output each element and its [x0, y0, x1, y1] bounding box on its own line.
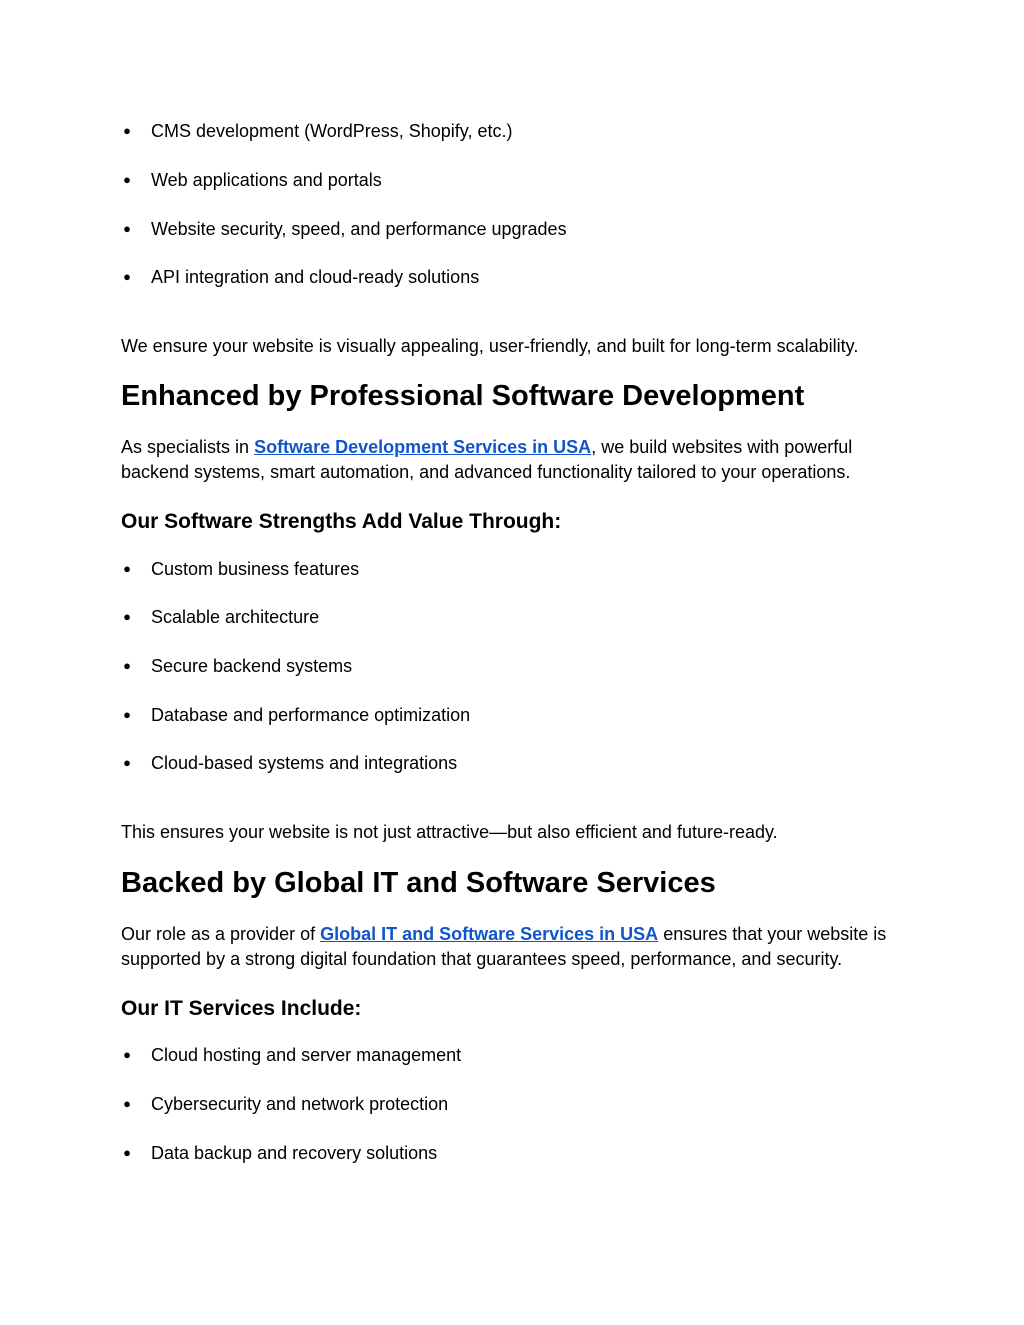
list-item	[123, 218, 567, 240]
intro-text: Our role as a provider of	[121, 924, 321, 944]
intro-text: ensures that your website is supported by a strong digital foundation that guarantees speed, performance, and security.	[121, 924, 887, 969]
list-item-text: Cybersecurity and network protection	[151, 1094, 449, 1114]
list-item-text: Cloud hosting and server management	[151, 1045, 462, 1065]
section-subheading: Our IT Services Include:	[121, 997, 362, 1020]
bullet-icon: ●	[123, 123, 131, 138]
list-item	[123, 120, 513, 142]
list-item	[123, 655, 353, 677]
list-item	[123, 1093, 449, 1115]
paragraph: We ensure your website is visually appealing, user-friendly, and built for long-term scalability.	[121, 336, 859, 356]
list-item-text: Scalable architecture	[151, 607, 320, 627]
list-item-text: Custom business features	[151, 559, 360, 579]
list-item-text: Secure backend systems	[151, 656, 353, 676]
list-item-text: Website security, speed, and performance upgrades	[151, 219, 567, 239]
bullet-icon: ●	[123, 172, 131, 187]
bullet-icon: ●	[123, 221, 131, 236]
list-item-text: Cloud-based systems and integrations	[151, 753, 458, 773]
list-item	[123, 606, 320, 628]
bullet-icon: ●	[123, 755, 131, 770]
intro-text: , we build websites with powerful backend systems, smart automation, and advanced functionality tailored to your operations.	[121, 437, 853, 482]
list-item	[123, 558, 360, 580]
list-item	[123, 1142, 438, 1164]
list-item	[123, 752, 458, 774]
paragraph: This ensures your website is not just attractive—but also efficient and future-ready.	[121, 822, 778, 842]
bullet-icon: ●	[123, 609, 131, 624]
section-intro	[121, 922, 911, 972]
bullet-icon: ●	[123, 1047, 131, 1062]
list-item-text: CMS development (WordPress, Shopify, etc.)	[151, 121, 513, 141]
list-item-text: Web applications and portals	[151, 170, 382, 190]
list-item-text: API integration and cloud-ready solutions	[151, 267, 480, 287]
section-heading: Backed by Global IT and Software Services	[121, 867, 716, 899]
bullet-icon: ●	[123, 269, 131, 284]
list-item-text: Data backup and recovery solutions	[151, 1143, 438, 1163]
intro-text: As specialists in	[121, 437, 255, 457]
bullet-icon: ●	[123, 561, 131, 576]
section-intro	[121, 435, 911, 485]
software-development-link[interactable]: Software Development Services in USA	[254, 437, 592, 457]
bullet-icon: ●	[123, 658, 131, 673]
section-subheading: Our Software Strengths Add Value Through:	[121, 510, 562, 533]
list-item	[123, 1044, 462, 1066]
section-heading: Enhanced by Professional Software Development	[121, 380, 805, 412]
global-it-services-link[interactable]: Global IT and Software Services in USA	[320, 924, 659, 944]
bullet-icon: ●	[123, 707, 131, 722]
bullet-icon: ●	[123, 1145, 131, 1160]
list-item-text: Database and performance optimization	[151, 705, 471, 725]
list-item	[123, 266, 480, 288]
bullet-icon: ●	[123, 1096, 131, 1111]
list-item	[123, 704, 471, 726]
list-item	[123, 169, 382, 191]
